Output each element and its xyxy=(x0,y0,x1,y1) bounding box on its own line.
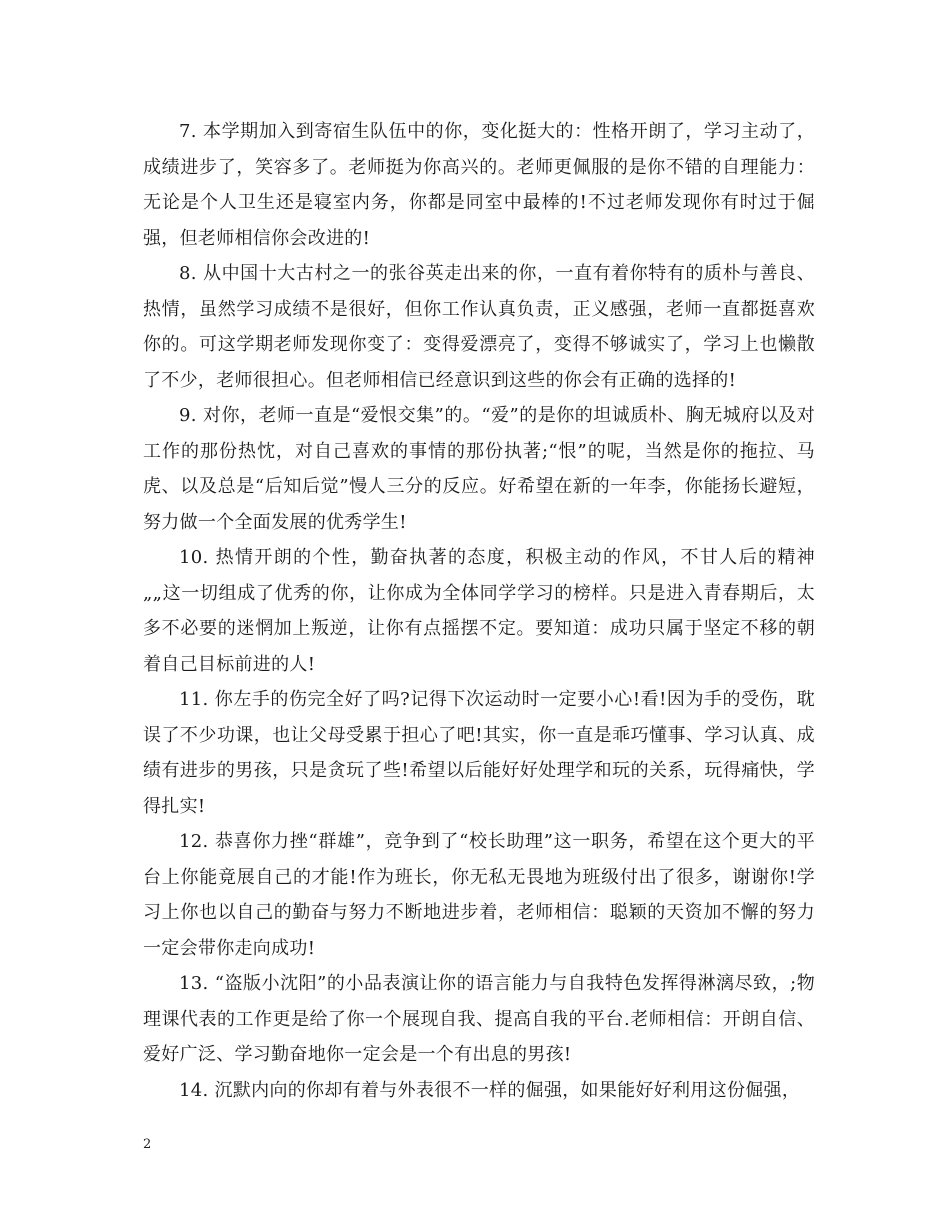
paragraph-13: 13. “盗版小沈阳”的小品表演让你的语言能力与自我特色发挥得淋漓尽致，;物理课代表的工作更是给了你一个展现自我、提高自我的平台.老师相信：开朗自信、爱好广泛、学习勤奋地你一定会是一个有出息的男孩! xyxy=(143,973,815,1065)
document-body xyxy=(143,114,815,1108)
page-number: 2 xyxy=(143,1137,152,1152)
paragraph-11: 11. 你左手的伤完全好了吗?记得下次运动时一定要小心!看!因为手的受伤，耽误了不少功课，也让父母受累于担心了吧!其实，你一直是乖巧懂事、学习认真、成绩有进步的男孩，只是贪玩了些!希望以后能好好处理学和玩的关系，玩得痛快，学得扎实! xyxy=(143,689,815,817)
paragraph-9: 9. 对你，老师一直是“爱恨交集”的。“爱”的是你的坦诚质朴、胸无城府以及对工作的那份热忱，对自己喜欢的事情的那份执著;“恨”的呢，当然是你的拖拉、马虎、以及总是“后知后觉”慢人三分的反应。好希望在新的一年李，你能扬长避短，努力做一个全面发展的优秀学生! xyxy=(143,405,815,533)
paragraph-14: 14. 沉默内向的你却有着与外表很不一样的倔强，如果能好好利用这份倔强， xyxy=(179,1079,801,1101)
paragraph-10: 10. 热情开朗的个性，勤奋执著的态度，积极主动的作风，不甘人后的精神„„这一切组成了优秀的你，让你成为全体同学学习的榜样。只是进入青春期后，太多不必要的迷惘加上叛逆，让你有点摇摆不定。要知道：成功只属于坚定不移的朝着自己目标前进的人! xyxy=(143,547,815,675)
paragraph-12: 12. 恭喜你力挫“群雄”，竞争到了“校长助理”这一职务，希望在这个更大的平台上你能竟展自己的才能!作为班长，你无私无畏地为班级付出了很多，谢谢你!学习上你也以自己的勤奋与努力不断地进步着，老师相信：聪颖的天资加不懈的努力一定会带你走向成功! xyxy=(143,831,815,959)
paragraph-7: 7. 本学期加入到寄宿生队伍中的你，变化挺大的：性格开朗了，学习主动了，成绩进步了，笑容多了。老师挺为你高兴的。老师更佩服的是你不错的自理能力：无论是个人卫生还是寝室内务，你都是同室中最棒的!不过老师发现你有时过于倔强，但老师相信你会改进的! xyxy=(143,121,815,249)
paragraph-8: 8. 从中国十大古村之一的张谷英走出来的你，一直有着你特有的质朴与善良、热情，虽然学习成绩不是很好，但你工作认真负责，正义感强，老师一直都挺喜欢你的。可这学期老师发现你变了：变得爱漂亮了，变得不够诚实了，学习上也懒散了不少，老师很担心。但老师相信已经意识到这些的你会有正确的选择的! xyxy=(143,263,815,391)
